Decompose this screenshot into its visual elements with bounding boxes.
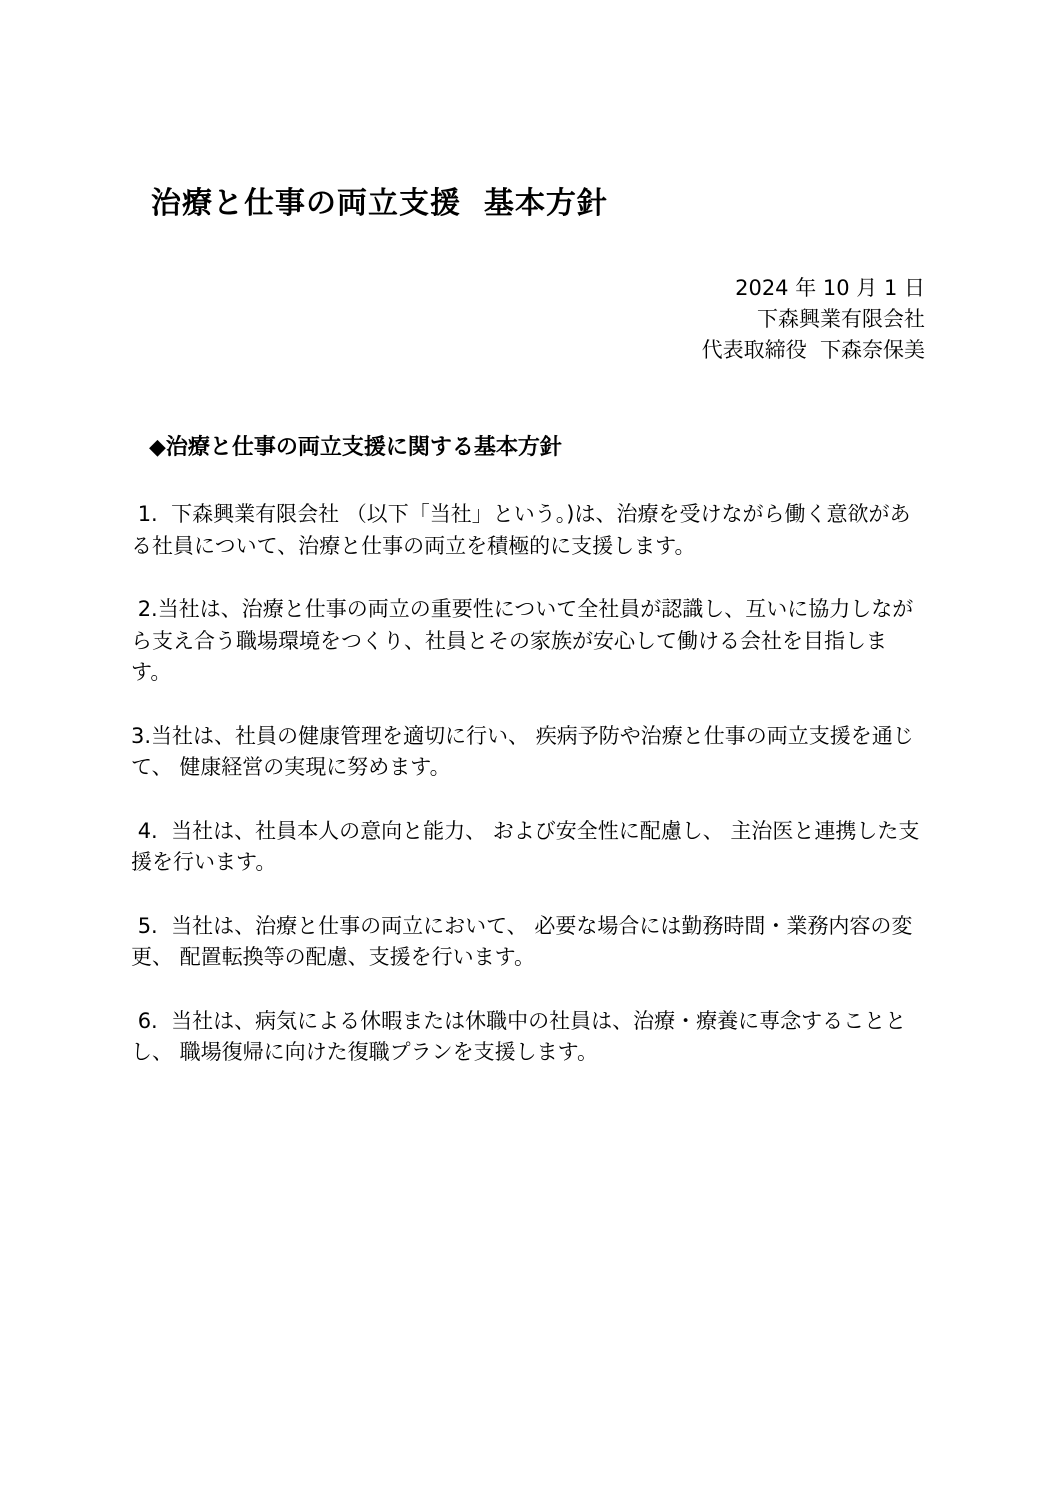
page-title: 治療と仕事の両立支援 基本方針 [151, 186, 608, 221]
document-date: 2024 年 10 月 1 日 [735, 276, 925, 300]
policy-paragraph-4: 4. 当社は、社員本人の意向と能力、 および安全性に配慮し、 主治医と連携した支援を行います。 [131, 818, 920, 874]
signer-name: 代表取締役 下森奈保美 [701, 338, 925, 362]
policy-list [131, 499, 925, 1069]
date-signature-block [131, 273, 925, 366]
policy-paragraph-5: 5. 当社は、治療と仕事の両立において、 必要な場合には勤務時間・業務内容の変更、 配置転換等の配慮、支援を行います。 [131, 913, 913, 969]
company-name: 下森興業有限会社 [757, 307, 925, 331]
policy-paragraph-2: 2.当社は、治療と仕事の両立の重要性について全社員が認識し、互いに協力しながら支え合う職場環境をつくり、社員とその家族が安心して働ける会社を目指します。 [131, 597, 914, 684]
section-heading: ◆治療と仕事の両立支援に関する基本方針 [149, 435, 562, 460]
policy-paragraph-6: 6. 当社は、病気による休暇または休職中の社員は、治療・療養に専念することとし、 職場復帰に向けた復職プランを支援します。 [131, 1008, 907, 1064]
policy-paragraph-1: 1. 下森興業有限会社 （以下「当社」という。)は、治療を受けながら働く意欲がある社員について、治療と仕事の両立を積極的に支援します。 [131, 502, 911, 558]
policy-paragraph-3: 3.当社は、社員の健康管理を適切に行い、 疾病予防や治療と仕事の両立支援を通じて、 健康経営の実現に努めます。 [131, 723, 914, 779]
